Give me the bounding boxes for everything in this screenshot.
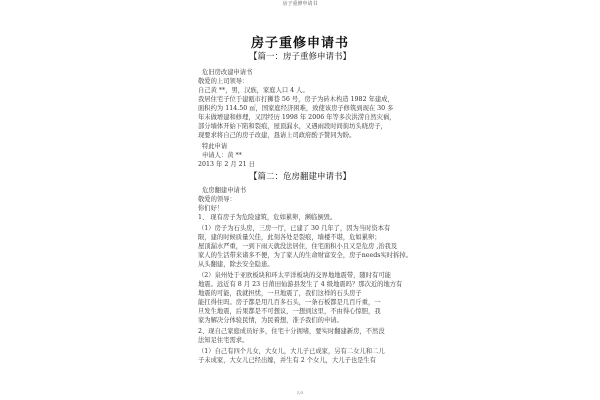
page-number: 1/3 xyxy=(296,390,304,395)
document-title: 房子重修申请书 xyxy=(250,36,349,51)
paragraph-line: 特此申请 xyxy=(202,143,228,150)
paragraph-line: 面积约为 114.50 ㎡，国家庭经济困难，致使该房子修筑到现在 30 多 xyxy=(198,105,394,112)
paragraph-line: 旦发生地震，后果都是不可想议，一想到这里，不由得心惊胆，我 xyxy=(198,308,381,315)
paragraph-line: 家人的生活带来诸多不便，为了家人的生命财富安全，房子needs实时拆掉。 xyxy=(198,252,412,259)
paragraph-line: 从头翻建，除去安全隐患。 xyxy=(198,261,274,268)
paragraph-line: 危旧房改建申请书 xyxy=(202,69,253,76)
paragraph-line: （2）泉州处于亚欧板块和环太平洋板块的交界地地震带，随时有可能 xyxy=(198,272,391,279)
paragraph-line: 敬爱的上司领导： xyxy=(198,78,249,85)
paragraph-line: 能扛得住吗。房子都是用几百多石头，一条石板都是几百斤重，一 xyxy=(198,299,381,306)
paragraph-line: 现要求将自己的房子改建，恳请上司政府酌予赞同为盼。 xyxy=(198,132,356,139)
paragraph-line: （1）房子为石头房，三房一厅，已建了 30 几年了，因为当时资本有 xyxy=(198,225,391,232)
paragraph-line: 1、 现有房子为危险建筑，危如累卵，濒临倒毁。 xyxy=(198,214,337,221)
paragraph-line: 你们好！ xyxy=(198,205,224,212)
page-header: 房子重修申请书 xyxy=(282,1,318,7)
paragraph-line: 我居住宅子位于建瓯市打狮巷 56 号，房子为砖木构造 1982 年建成， xyxy=(198,96,394,103)
paragraph-line: 屋顶漏水严重，一到下雨天就没法居住，住宅面积小且又是危房 ,治我及 xyxy=(198,243,398,250)
paragraph-line: 危房翻建申请书 xyxy=(202,187,247,194)
section-heading-part2: 【篇二：危房翻建申请书】 xyxy=(248,172,351,182)
paragraph-line: 自己黄 **，男，汉族，家庭人口 4 人。 xyxy=(198,87,309,94)
paragraph-line: 限，建的时候质量欠佳，此刻各处是裂痕，墙楼不堪，危如累卵； xyxy=(198,234,381,241)
paragraph-line: 子未成家，大女儿已经出嫁，并生有 2 个女儿，大儿子也是生有 xyxy=(198,357,377,364)
paragraph-line: （1）自己有四个儿女，大女儿，大儿子已成家，另有二女儿和二儿 xyxy=(198,348,385,355)
paragraph-line: 2、现自己家庭成员好多，住宅十分拥堵，要实时翻建新房，不然没 xyxy=(198,328,385,335)
section-heading-part1: 【篇一：房子重修申请书】 xyxy=(248,52,351,62)
paragraph-line: 敬爱的领导： xyxy=(198,196,236,203)
paragraph-line: 地震。远近有 8 月 23 日莆田仙游县发生了 4 级地震吗？那次近的地方有 xyxy=(198,281,403,288)
paragraph-line: 家为解决分体验民情，为民着想，准予我们的申请。 xyxy=(198,317,343,324)
paragraph-line: 年未做增建和修理，又因经历 1998 年 2006 年等多次洪涝自然灾祸， xyxy=(198,114,396,121)
date-line: 2013 年 2 月 21 日 xyxy=(198,161,255,168)
signature-line: 申请人：黄 ** xyxy=(202,152,242,159)
paragraph-line: 部分墙体开始下陷和裂痕，屋顶漏水，又遇雨段时间街坊头晓房子， xyxy=(198,123,387,130)
paragraph-line: 法知足住宅需求。 xyxy=(198,337,249,344)
paragraph-line: 地震的可能，我就担忧，一旦地震了，我们这样的石头房子 xyxy=(198,290,362,297)
